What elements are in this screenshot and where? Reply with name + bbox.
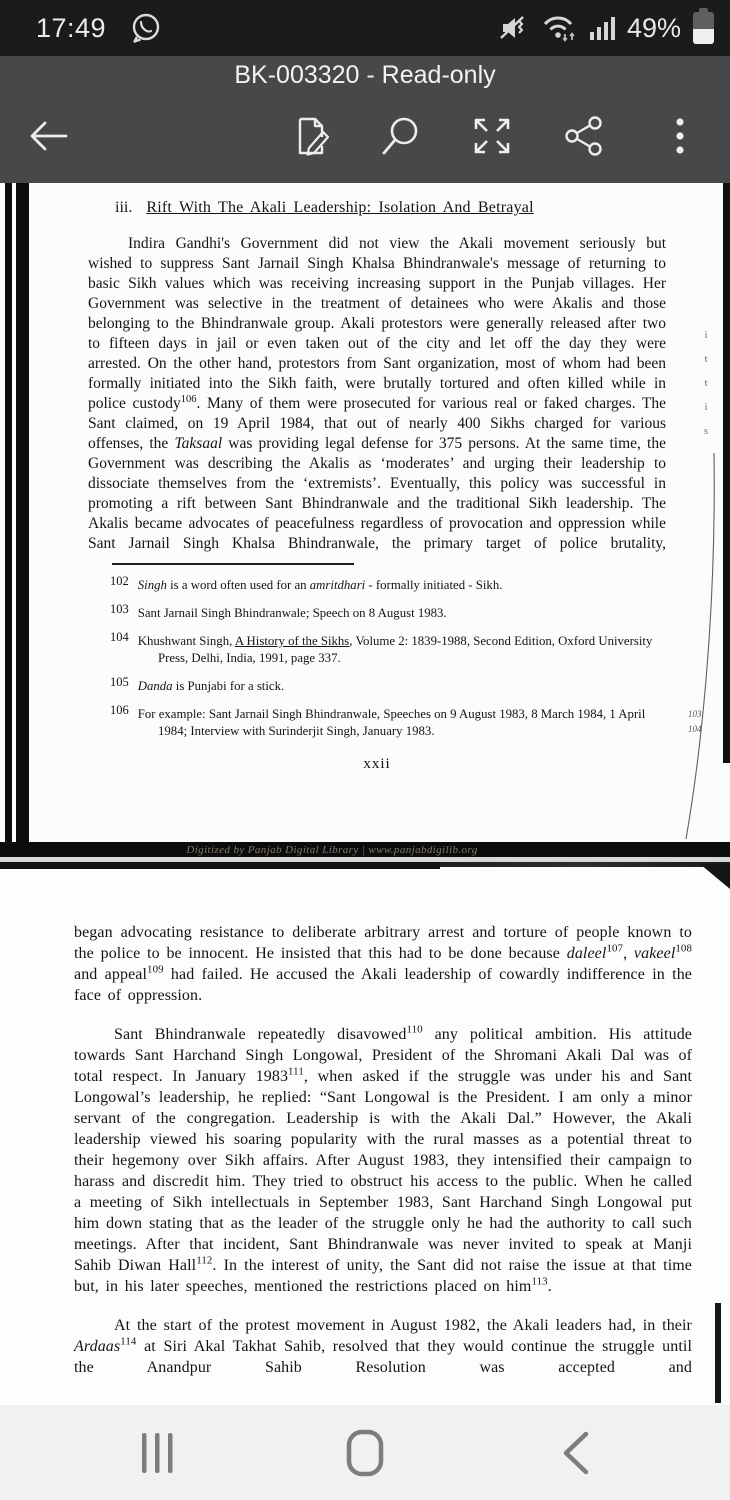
clock: 17:49 (36, 12, 107, 43)
battery-percent: 49% (626, 12, 681, 43)
page-bleed-numbers: 103 104 (688, 709, 702, 734)
body-paragraph: Indira Gandhi's Government did not view the Akali movement seriously but wished to suppress Sant Jarnail Singh Khalsa Bhindranwale's message of returning to basic Sikh values which was receiving increasing support in the Punjab villages. Her Government was selective in the treatment of detainees who were Akalis and those belonging to the Bhindranwale group. Akali protestors were generally released after two to fifteen days in jail or even taken out of the city and let off the day they were arrested. On the other hand, protestors from Sant organization, most of whom had been formally initiated into the Sikh faith, were brutally tortured and often killed while in police custody$^{106}$. Many of them were prosecuted for various real or faked charges. The Sant claimed, on 19 April 1984, that out of nearly 400 Sikhs charged for various offenses, the Taksaal was providing legal defense for 375 persons. At the same time, the Government was describing the Akalis as ‘moderates’ and urging their leadership to dissociate themselves from the ‘extremists’. Eventually, this policy was successful in promoting a rift between Sant Bhindranwale and the traditional Sikh leadership. The Akalis became advocates of peacefulness regardless of provocation and oppression while Sant Jarnail Singh Khalsa Bhindranwale, the primary target of police brutality, (88, 235, 666, 552)
footnote-105: 105 Danda is Punjabi for a stick. (110, 675, 285, 693)
app-header (0, 56, 730, 183)
footnote-106: 106 For example: Sant Jarnail Singh Bhindranwale, Speeches on 9 August 1983, 8 March 1984, 1 April 1984; Interview with Surinderjit Singh, January 1983. (110, 703, 646, 738)
back-arrow-icon[interactable] (24, 112, 72, 160)
wifi-icon (541, 10, 579, 46)
document-scroll-area[interactable] (0, 183, 730, 1405)
section-title: Rift With The Akali Leadership: Isolation And Betrayal (146, 199, 534, 216)
scan-right-mark (715, 1303, 721, 1403)
toolbar (0, 94, 730, 180)
whatsapp-notification-icon (128, 10, 164, 46)
share-icon[interactable] (560, 112, 608, 160)
body-paragraph: At the start of the protest movement in August 1982, the Akali leaders had, in their Ardaas$^{114}$ at Siri Akal Takhat Sahib, resolved that they would continue the struggle until the Anandpur Sahib Resolution was accepted and (74, 1317, 692, 1376)
search-icon[interactable] (376, 112, 424, 160)
recents-icon[interactable] (138, 1429, 182, 1477)
body-paragraph: began advocating resistance to deliberate arbitrary arrest and torture of people known to the police to be innocent. He insisted that this had to be done because daleel$^{107}$, vakeel$^{108}$ and appeal$^{109}$ had failed. He accused the Akali leadership of cowardly indifference in the face of oppression. (74, 924, 692, 1004)
document-title: BK-003320 - Read-only (234, 61, 496, 89)
fullscreen-icon[interactable] (468, 112, 516, 160)
page1-content (88, 195, 666, 773)
footnote-104: 104 Khushwant Singh, A History of the Sikhs, Volume 2: 1839-1988, Second Edition, Oxford University Press, Delhi, India, 1991, page 337. (110, 630, 653, 665)
section-number: iii. (115, 199, 133, 216)
pdf-page-xxii (0, 183, 730, 857)
scan-bottom-border (0, 842, 730, 857)
page-bleed-text: i t t i s (703, 329, 709, 437)
overflow-menu-icon[interactable] (656, 112, 704, 160)
footnote-103: 103 Sant Jarnail Singh Bhindranwale; Speech on 8 August 1983. (110, 602, 447, 620)
footnote-separator (112, 563, 354, 565)
home-icon[interactable] (344, 1429, 388, 1477)
page2-content (74, 862, 692, 1396)
digitization-watermark: Digitized by Panjab Digital Library | www.panjabdigilib.org (186, 843, 478, 856)
body-paragraph: Sant Bhindranwale repeatedly disavowed$^{110}$ any political ambition. His attitude towards Sant Harchand Singh Longowal, President of the Shromani Akali Dal was of total respect. In January 1983$^{111}$, when asked if the struggle was under his and Sant Longowal’s leadership, he replied: “Sant Longowal is the President. I am only a minor servant of the congregation. Leadership is with the Akali Dal.” However, the Akali leadership viewed his soaring popularity with the rural masses as a potential threat to their hegemony over Sikh affairs. After August 1983, they intensified their campaign to harass and discredit him. They tried to obstruct his access to the public. When he called a meeting of Sikh intellectuals in September 1983, Sant Harchand Singh Longowal put him down stating that as the leader of the struggle only he had the authority to call such meetings. After that incident, Sant Bhindranwale was never invited to speak at Manji Sahib Diwan Hall$^{112}$. In the interest of unity, the Sant did not raise the issue at that time but, in his later speeches, mentioned the restrictions placed on him$^{113}$. (74, 1023, 692, 1295)
section-heading (115, 199, 666, 217)
battery-icon (693, 12, 714, 44)
android-navigation-bar (0, 1405, 730, 1500)
footnote-102: 102 Singh is a word often used for an amritdhari - formally initiated - Sikh. (110, 574, 503, 592)
edit-annotate-icon[interactable] (286, 112, 334, 160)
back-nav-icon[interactable] (554, 1429, 598, 1477)
mute-vibrate-icon (498, 11, 532, 45)
status-bar (0, 0, 730, 56)
signal-strength-icon (588, 12, 618, 44)
pdf-page-next (0, 862, 730, 1405)
scan-corner-fold (700, 864, 730, 889)
page-number: xxii (363, 756, 391, 772)
